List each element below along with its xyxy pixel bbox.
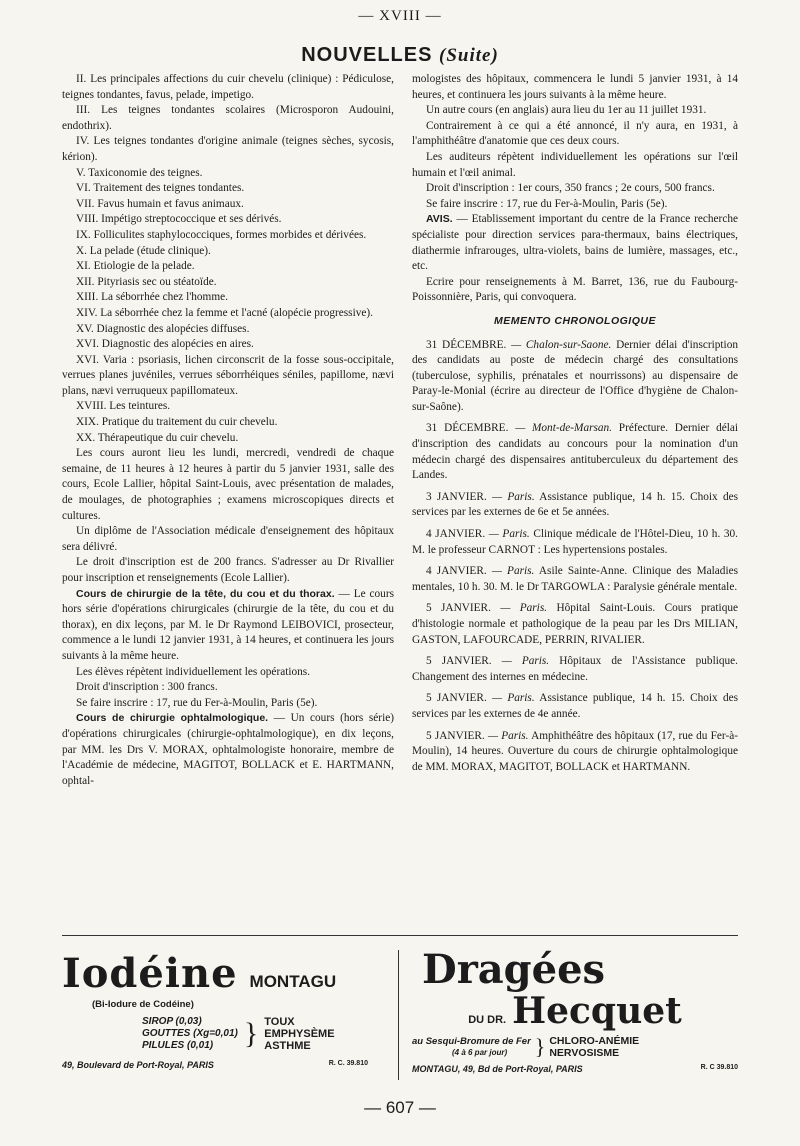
ad-iodeine-sirop: SIROP (0,03) [142, 1016, 202, 1027]
tete-course [62, 587, 394, 665]
ad-iodeine-brand: Iodéine [62, 950, 238, 997]
memento-entry [412, 421, 738, 483]
ophta-course-text: — Un cours (hors série) d'opérations chirurgicales (chirurgie-ophtalmologique), en dix leçons, par MM. les Drs V. MORAX, ophtalmologiste honoraire, membre de l'Académie de médecine, MAGITOT, BOLLACK et E. HARTMANN, ophtal- [62, 712, 394, 787]
memento-date: 4 JANVIER. [426, 528, 486, 541]
memento-date: 5 JANVIER. [426, 692, 487, 705]
avis-text: — Etablissement important du centre de la France recherche spécialiste pour direction services para-thermaux, bains électriques, diathermie infrarouges, ultra-violets, bains de lumière, massages, etc., etc. [412, 213, 738, 273]
ad-divider-rule [62, 935, 738, 936]
memento-text: Dernier délai d'inscription des candidats au poste de médecin chargé des consultations (tuberculose, syphilis, prénatales et nourrissons) au dispensaire de Paray-le-Monial (écrire au directeur de l'Office d'hygiène de Chalon-sur-Saône). [412, 338, 738, 413]
memento-text: Hôpitaux de l'Assistance publique. Changement des internes en médecine. [412, 655, 738, 683]
memento-text: Assistance publique, 14 h. 15. Choix des services par les externes de 6e et 5e années. [412, 490, 738, 519]
ad-iodeine-address: 49, Boulevard de Port-Royal, PARIS [62, 1060, 214, 1070]
ad-dragees-name: Hecquet [512, 990, 682, 1032]
title-text: NOUVELLES [301, 44, 433, 66]
memento-date: 4 JANVIER. [426, 565, 487, 578]
memento-entry [412, 691, 738, 722]
memento-title: MEMENTO CHRONOLOGIQUE [494, 314, 656, 327]
memento-entry [412, 654, 738, 685]
ad-iodeine-gouttes: GOUTTES (Xg=0,01) [142, 1028, 238, 1039]
memento-date: 31 DÉCEMBRE. [426, 338, 507, 351]
course-list-item: VII. Favus humain et favus animaux. [76, 197, 244, 210]
avis-contact: Ecrire pour renseignements à M. Barret, 136, rue du Faubourg-Poissonnière, Paris, qui convoquera. [412, 275, 738, 304]
memento-text: Amphithéâtre des hôpitaux (17, rue du Fer-à-Moulin), 14 heures. Ouverture du cours de chirurgie ophtalmologique de MM. MORAX, MAGITOT, BOLLACK et HARTMANN. [412, 729, 739, 773]
memento-text: Clinique médicale de l'Hôtel-Dieu, 10 h. 30. M. le professeur CARNOT : Les hypertensions postales. [412, 528, 738, 556]
page-number: — 607 — [364, 1098, 436, 1117]
ophta-course-title: Cours de chirurgie ophtalmologique. [76, 712, 269, 725]
course-list-item: VI. Traitement des teignes tondantes. [76, 182, 245, 195]
ad-iodeine-sub: (Bi-Iodure de Codéine) [92, 999, 194, 1010]
ad-iodeine [62, 950, 388, 1080]
memento-place: — Paris. [500, 602, 548, 615]
memento-place: — Chalon-sur-Saone. [511, 338, 612, 351]
memento-date: 5 JANVIER. [426, 655, 492, 668]
memento-date: 5 JANVIER. [426, 729, 485, 742]
course-list-item: XIII. La séborrhée chez l'homme. [76, 291, 228, 304]
ad-dragees-ind-1: NERVOSISME [549, 1047, 620, 1059]
ad-dragees-rc: R. C 39.810 [700, 1064, 738, 1071]
course-list-item: VIII. Impétigo streptococcique et ses dérivés. [76, 213, 282, 226]
memento-place: — Mont-de-Marsan. [515, 422, 613, 435]
ophta-note: Contrairement à ce qui a été annoncé, il n'y aura, en 1931, à l'amphithéâtre d'anatomie que ces deux cours. [412, 119, 738, 148]
memento-entry [412, 338, 738, 416]
course-list-item: XVI. Diagnostic des alopécies en aires. [76, 338, 254, 351]
ad-iodeine-maker: MONTAGU [249, 972, 337, 991]
ad-iodeine-pilules: PILULES (0,01) [142, 1040, 214, 1051]
course-list-item: XII. Pityriasis sec ou stéatoïde. [76, 275, 217, 288]
course-list-item: II. Les principales affections du cuir chevelu (clinique) : Pédiculose, teignes tondantes, favus, pelade, impetigo. [62, 73, 394, 101]
course-list-item: V. Taxiconomie des teignes. [76, 166, 203, 179]
memento-entry [412, 564, 738, 595]
brace-icon: } [243, 1017, 259, 1050]
page-roman-number: — XVIII — [358, 8, 442, 24]
avis-notice [412, 212, 738, 274]
course-list-item: X. La pelade (étude clinique). [76, 244, 211, 257]
memento-text: Hôpital Saint-Louis. Cours pratique d'histologie normale et pathologique de la peau par les Drs MILIAN, GASTON, LAFOURCADE, PERRIN, RIVALIER. [412, 602, 739, 646]
ophta-register: Se faire inscrire : 17, rue du Fer-à-Moulin, Paris (5e). [426, 197, 668, 210]
course-list-item: XX. Thérapeutique du cuir chevelu. [76, 431, 239, 444]
brace-icon: } [534, 1034, 546, 1059]
memento-place: — Paris. [492, 692, 535, 705]
memento-date: 5 JANVIER. [426, 602, 491, 615]
ad-dragees-brand: Dragées [422, 946, 606, 993]
course-para-schedule: Les cours auront lieu les lundi, mercredi, vendredi de chaque semaine, de 11 heures à 12 heures à partir du 5 janvier 1931, salle des cours, Ecole Lallier, hôpital Saint-Louis, avec présentation de malades, de moulages, de photographies ; examens microscopiques directs et cultures. [62, 447, 394, 522]
ophta-practice: Les auditeurs répètent individuellement les opérations sur l'œil humain et l'œil animal. [412, 150, 738, 179]
ad-dragees [412, 946, 738, 1080]
tete-course-text: — Le cours hors série d'opérations chirurgicales (chirurgie de la tête, du cou et du thorax), en dix leçons, par M. le Dr Raymond LEIBOVICI, prosecteur, commence a le lundi 12 janvier 1931, à 14 heures, et continuera les jours suivants à la même heure. [62, 587, 394, 662]
ad-iodeine-rc: R. C. 39.810 [328, 1060, 368, 1067]
memento-place: — Paris. [501, 655, 550, 668]
avis-label: AVIS. [426, 213, 453, 226]
course-list-item: XVI. Varia : psoriasis, lichen circonscrit de la fosse sous-occipitale, verrues planes juvéniles, verrues séborrhéiques séniles, papillome, nævi plans, nævi verruqueux papillomateux. [62, 353, 394, 397]
memento-place: — Paris. [491, 565, 535, 578]
course-list-item: III. Les teignes tondantes scolaires (Microsporon Audouini, endothrix). [62, 104, 394, 132]
ad-iodeine-ind-0: TOUX [264, 1016, 295, 1028]
ad-dragees-line1: au Sesqui-Bromure de Fer [412, 1036, 531, 1047]
memento-date: 31 DÉCEMBRE. [426, 422, 509, 435]
ad-dragees-du: DU DR. [468, 1014, 507, 1026]
course-list-item: XIX. Pratique du traitement du cuir chevelu. [76, 416, 278, 429]
tete-course-title: Cours de chirurgie de la tête, du cou et du thorax. [76, 587, 335, 600]
course-list-item: XIV. La séborrhée chez la femme et l'acné (alopécie progressive). [76, 306, 373, 319]
ad-dragees-ind-0: CHLORO-ANÉMIE [549, 1035, 640, 1047]
tete-course-p2: Les élèves répètent individuellement les opérations. [76, 665, 311, 678]
ophta-english: Un autre cours (en anglais) aura lieu du 1er au 11 juillet 1931. [426, 104, 707, 117]
memento-entry [412, 729, 738, 776]
course-list-item: XVIII. Les teintures. [76, 400, 171, 413]
ad-dragees-line2: (4 à 6 par jour) [452, 1048, 508, 1057]
left-column [62, 72, 394, 789]
memento-text: Asile Sainte-Anne. Clinique des Maladies mentales, 10 h. 30. M. le Dr TARGOWLA : Paralysie générale mentale. [412, 565, 738, 593]
course-list-item: XV. Diagnostic des alopécies diffuses. [76, 322, 250, 335]
ophta-fee: Droit d'inscription : 1er cours, 350 francs ; 2e cours, 500 francs. [426, 182, 715, 195]
course-list-item: XI. Etiologie de la pelade. [76, 260, 195, 273]
course-list-item: IX. Folliculites staphylococciques, formes morbides et dérivées. [76, 228, 367, 241]
memento-place: — Paris. [492, 490, 535, 503]
ad-vertical-divider [398, 950, 399, 1080]
tete-course-p3: Droit d'inscription : 300 francs. [76, 681, 218, 694]
memento-entry [412, 490, 738, 521]
right-column [412, 72, 738, 775]
memento-entries [412, 338, 738, 776]
title-suite: (Suite) [439, 45, 499, 66]
ophta-course [62, 711, 394, 789]
memento-text: Assistance publique, 14 h. 15. Choix des services par les externes de 4e année. [412, 692, 738, 720]
course-para-fee: Le droit d'inscription est de 200 francs. S'adresser au Dr Rivallier pour inscription et renseignements (Ecole Lallier). [62, 556, 394, 584]
page-title [0, 44, 800, 67]
course-list-item: IV. Les teignes tondantes d'origine animale (teignes sèches, sycosis, kérion). [62, 135, 394, 163]
tete-course-p4: Se faire inscrire : 17, rue du Fer-à-Moulin, Paris (5e). [76, 696, 318, 709]
memento-text: Préfecture. Dernier délai d'inscription des candidats au concours pour la nomination d'un médecin chargé des dispensaires antituberculeux du département des Landes. [412, 422, 739, 482]
memento-place: — Paris. [488, 528, 530, 541]
memento-entry [412, 527, 738, 558]
memento-date: 3 JANVIER. [426, 490, 487, 503]
ad-dragees-address: MONTAGU, 49, Bd de Port-Royal, PARIS [412, 1064, 583, 1074]
ad-iodeine-ind-1: EMPHYSÈME [264, 1028, 335, 1040]
course-para-diploma: Un diplôme de l'Association médicale d'enseignement des hôpitaux sera délivré. [62, 525, 394, 553]
ad-iodeine-ind-2: ASTHME [264, 1040, 311, 1052]
course-list [62, 72, 394, 446]
memento-place: — Paris. [487, 729, 529, 742]
memento-entry [412, 601, 738, 648]
ophta-continued: mologistes des hôpitaux, commencera le lundi 5 janvier 1931, à 14 heures, et continuera les jours suivants à la même heure. [412, 73, 738, 101]
